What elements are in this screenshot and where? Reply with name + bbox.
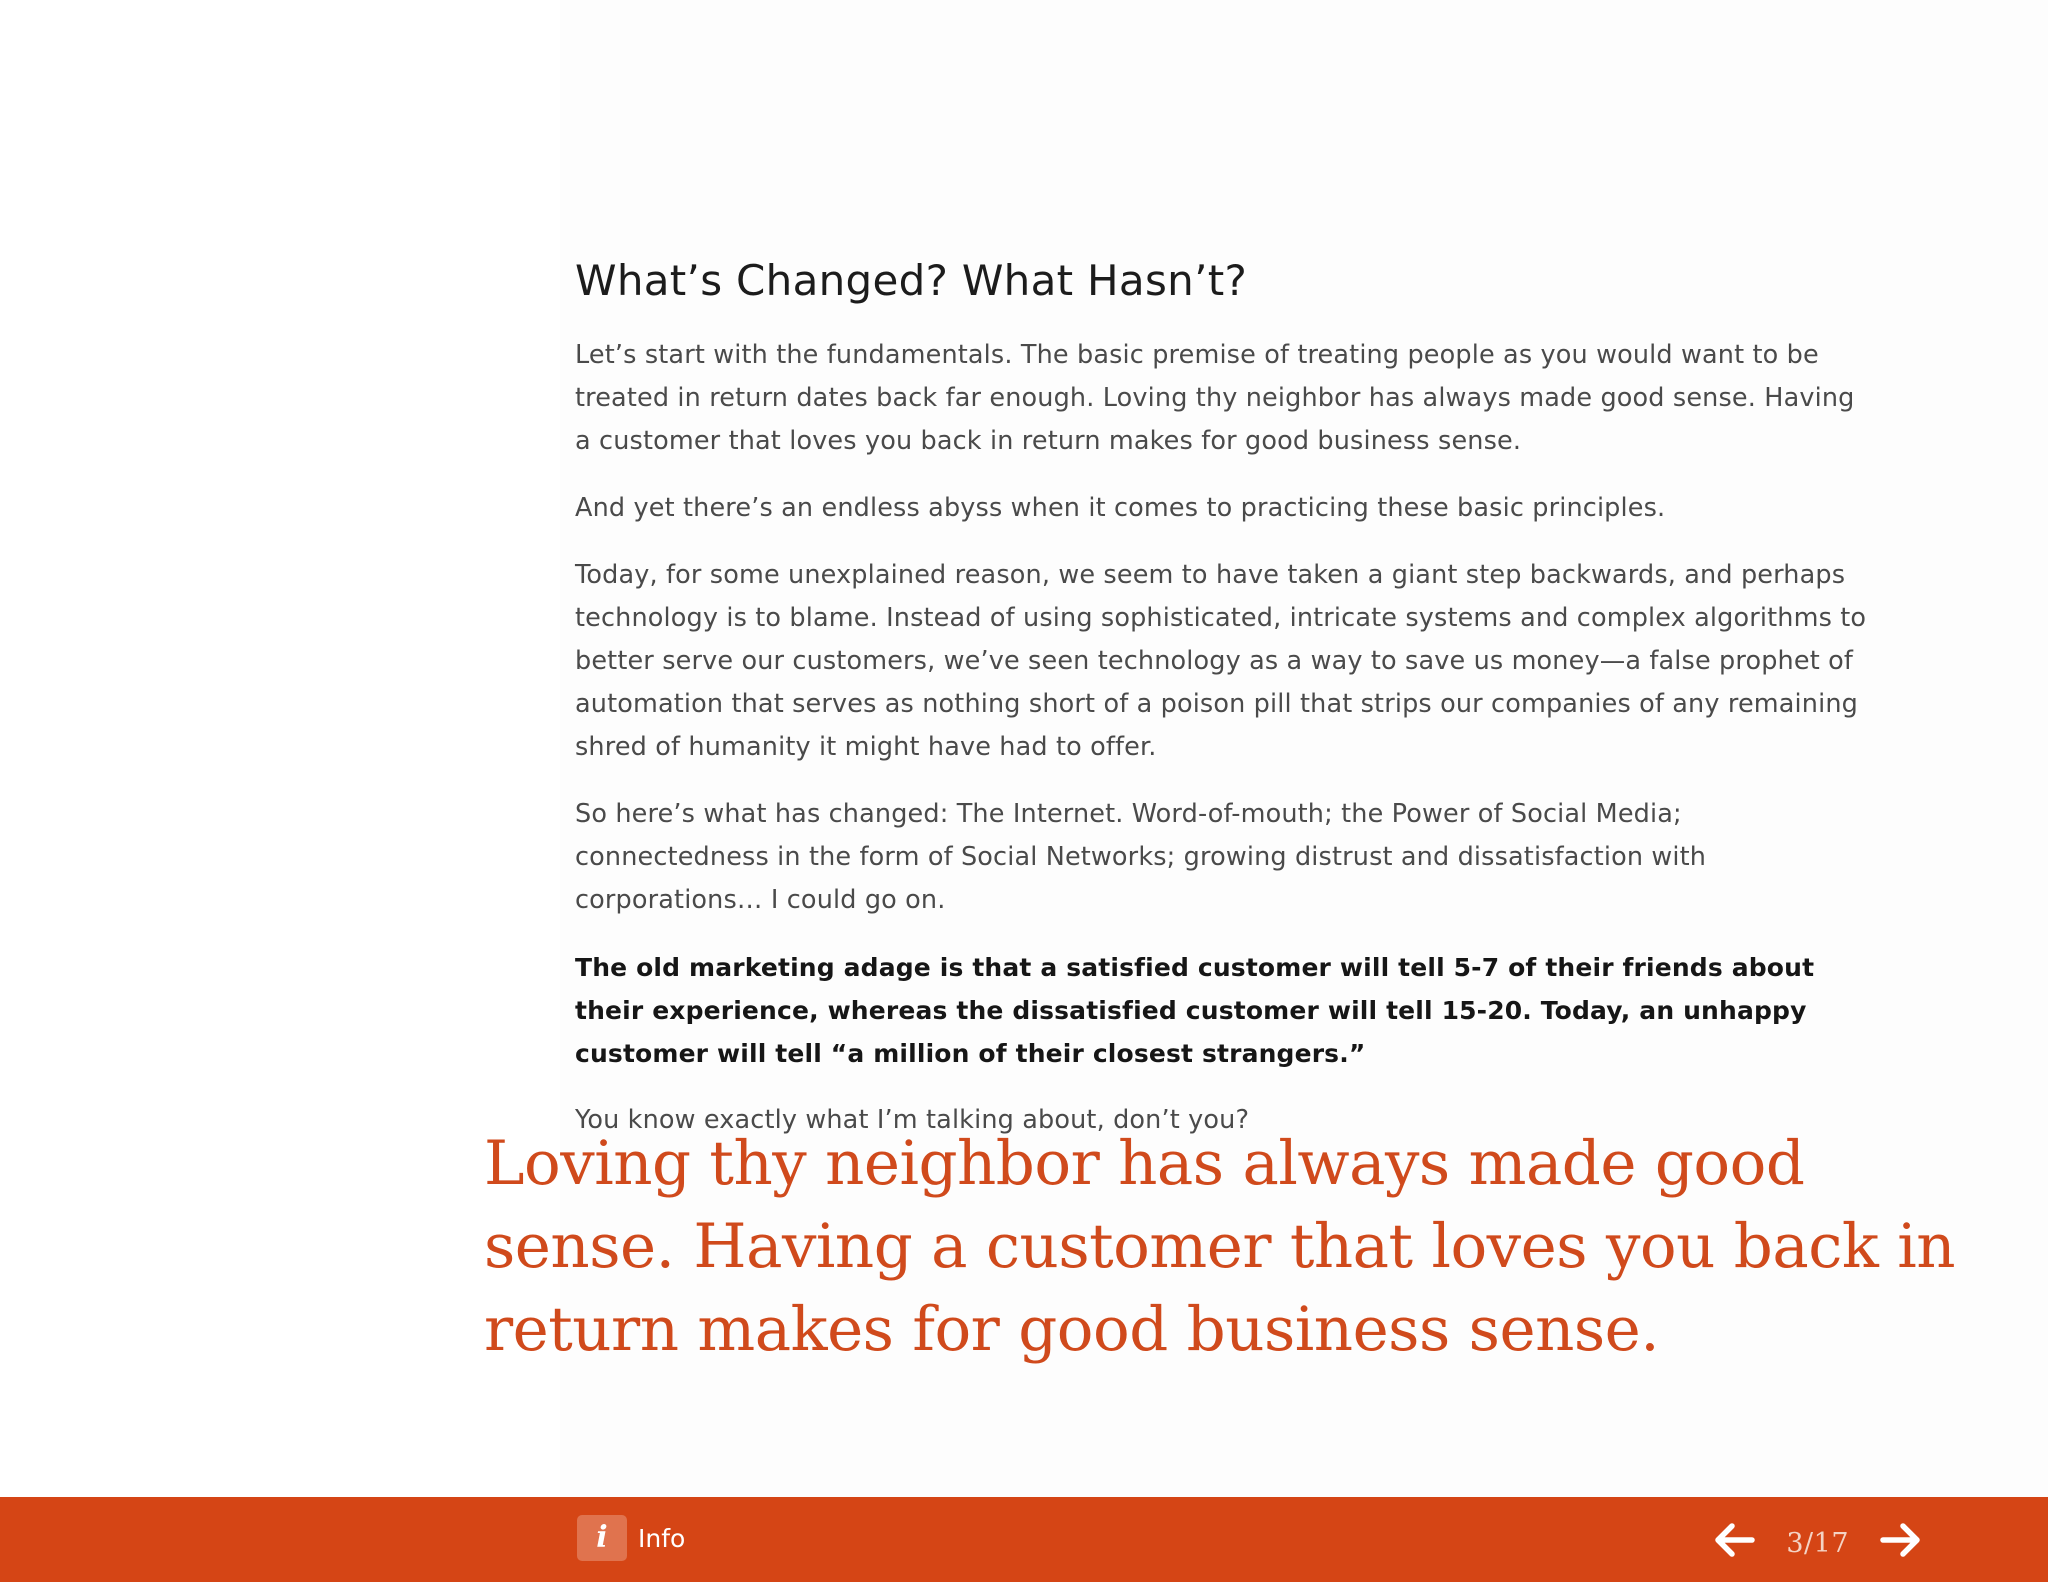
info-button[interactable]	[577, 1514, 685, 1562]
info-icon-glyph: i	[596, 1520, 608, 1555]
info-label: Info	[638, 1523, 686, 1553]
pull-quote: Loving thy neighbor has always made good sense. Having a customer that loves you back in return makes for good business sense.	[484, 1128, 1956, 1365]
page-indicator: 3/17	[1786, 1528, 1849, 1559]
paragraph-fundamentals: Let’s start with the fundamentals. The basic premise of treating people as you would want to be treated in return dates back far enough. Loving thy neighbor has always made good sense. Having a customer that loves you back in return makes for good business sense.	[575, 340, 1855, 456]
paragraph-marketing-adage: The old marketing adage is that a satisfied customer will tell 5-7 of their friends about their experience, whereas the dissatisfied customer will tell 15-20. Today, an unhappy customer will tell “a million of their closest strangers.”	[575, 953, 1815, 1068]
paragraph-technology: Today, for some unexplained reason, we seem to have taken a giant step backwards, and perhaps technology is to blame. Instead of using sophisticated, intricate systems and complex algorithms to better serve our customers, we’ve seen technology as a way to save us money—a false prophet of automation that serves as nothing short of a poison pill that strips our companies of any remaining shred of humanity it might have had to offer.	[575, 560, 1867, 762]
article-content	[575, 250, 1875, 1166]
info-icon	[577, 1515, 627, 1561]
paragraph-what-changed: So here’s what has changed: The Internet. Word-of-mouth; the Power of Social Media; connectedness in the form of Social Networks; growing distrust and dissatisfaction with corporations… I could go on.	[575, 799, 1707, 915]
page-title: What’s Changed? What Hasn’t?	[575, 256, 1248, 305]
page-navigation	[1712, 1497, 1923, 1582]
paragraph-closing-question: You know exactly what I’m talking about, don’t you?	[575, 1105, 1250, 1135]
paragraph-endless-abyss: And yet there’s an endless abyss when it comes to practicing these basic principles.	[575, 493, 1666, 523]
footer-toolbar	[0, 1497, 2048, 1582]
arrow-right-icon[interactable]	[1879, 1518, 1923, 1562]
arrow-left-icon[interactable]	[1712, 1518, 1756, 1562]
